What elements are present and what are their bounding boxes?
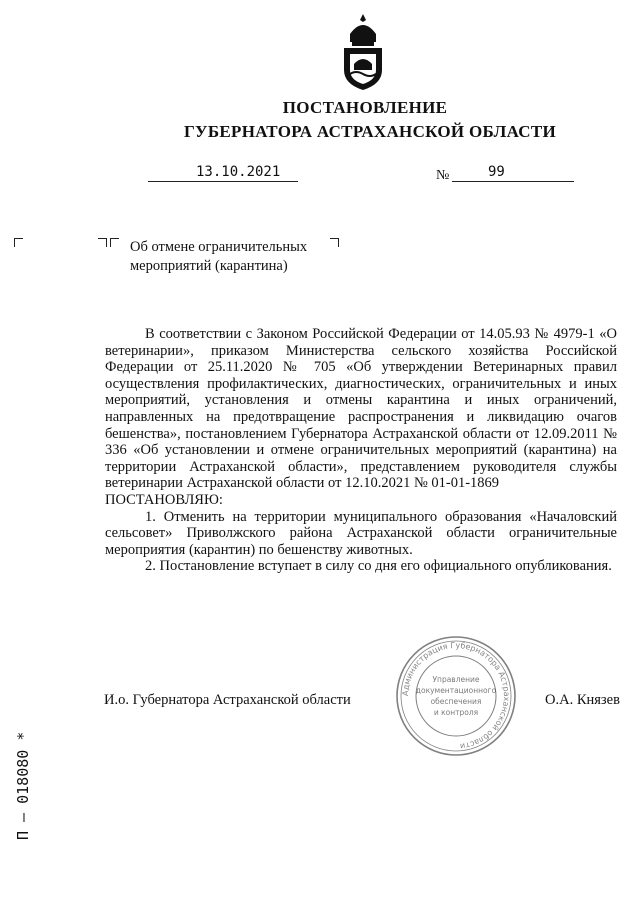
document-issuer: ГУБЕРНАТОРА АСТРАХАНСКОЙ ОБЛАСТИ (183, 122, 557, 141)
number-underline (452, 181, 574, 182)
document-number: 99 (488, 164, 505, 180)
decree-word: ПОСТАНОВЛЯЮ: (105, 491, 223, 508)
subject-line: мероприятий (карантина) (130, 258, 288, 274)
svg-text:и контроля: и контроля (433, 708, 479, 717)
svg-text:документационного: документационного (415, 686, 497, 695)
corner-mark (110, 238, 119, 247)
decree-item-2: 2. Постановление вступает в силу со дня его официального опубликования. (145, 558, 612, 575)
corner-mark (98, 238, 107, 247)
svg-text:Управление: Управление (432, 675, 480, 684)
number-sign: № (436, 168, 450, 183)
document-title: ПОСТАНОВЛЕНИЕ (282, 98, 448, 117)
official-seal-stamp (394, 634, 518, 758)
corner-mark (14, 238, 23, 247)
date-underline (148, 181, 298, 182)
decree-item-1: 1. Отменить на территории муниципального образования «Началовский сельсовет» Приволжского района Астраханской области ограничительные мероприятия (карантин) по бешенству животных. (105, 508, 617, 558)
signatory-title: И.о. Губернатора Астраханской области (104, 692, 351, 708)
document-subject (130, 238, 307, 276)
corner-mark (330, 238, 339, 247)
serial-number-vertical (6, 706, 36, 842)
subject-line: Об отмене ограничительных (130, 239, 308, 255)
document-date: 13.10.2021 (196, 164, 281, 180)
document-body (105, 326, 617, 575)
signatory-name: О.А. Князев (545, 692, 620, 708)
preamble-paragraph: В соответствии с Законом Российской Федерации от 14.05.93 № 4979-1 «О ветеринарии», приказом Министерства сельского хозяйства Российской Федерации от 25.11.2020 № 705 «Об утверждении Ветеринарных правил осуществления профилактических, диагностических, ограничительных и иных мероприятий, установления и отмены карантина и иных ограничений, направленных на предотвращение распространения и ликвидацию очагов бешенства», постановлением Губернатора Астраханской области от 12.09.2011 № 336 «Об установлении и отмене ограничительных мероприятий (карантина) на территории Астраханской области», представлением руководителя службы ветеринарии Астраханской области от 12.10.2021 № 01-01-1869 (105, 326, 617, 492)
svg-text:П – 018080 *: П – 018080 * (14, 731, 32, 840)
svg-text:обеспечения: обеспечения (430, 697, 482, 706)
svg-text:Администрация Губернатора Астр: Администрация Губернатора Астраханской области (400, 640, 512, 751)
coat-of-arms-emblem (336, 12, 390, 92)
